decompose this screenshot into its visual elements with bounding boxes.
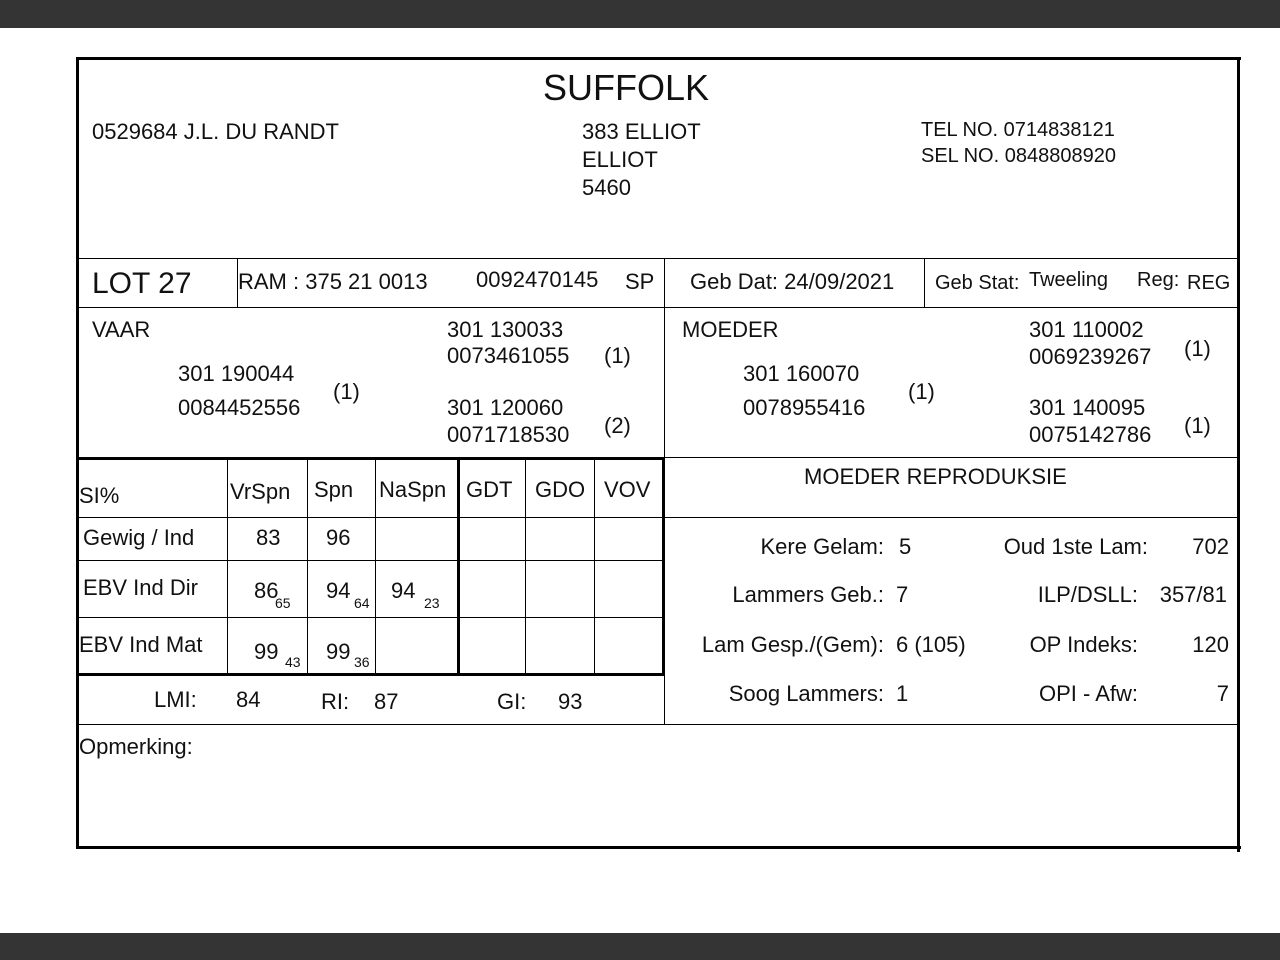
divider bbox=[664, 517, 1237, 518]
registration-label: Reg: bbox=[1137, 269, 1180, 291]
gi-label: GI: bbox=[497, 689, 527, 714]
repro-value: 5 bbox=[899, 534, 912, 559]
table-cell: 94 bbox=[391, 578, 416, 603]
sire-dam-id: 0071718530 bbox=[447, 422, 570, 447]
dam-dam-number: 301 140095 bbox=[1029, 395, 1146, 420]
repro-value: 357/81 bbox=[1159, 582, 1227, 607]
dam-number: 301 160070 bbox=[743, 361, 860, 386]
si-header-cell: GDO bbox=[535, 477, 586, 502]
table-cell: 83 bbox=[256, 525, 281, 550]
breeder-sel: SEL NO. 0848808920 bbox=[921, 145, 1116, 167]
birth-status-label: Geb Stat: bbox=[935, 272, 1020, 294]
sire-sire-number: 301 130033 bbox=[447, 317, 564, 342]
moeder-label: MOEDER bbox=[682, 317, 779, 342]
divider bbox=[664, 457, 1237, 458]
bottom-border-band bbox=[0, 933, 1280, 960]
repro-label: Oud 1ste Lam: bbox=[1003, 534, 1148, 559]
si-header-cell: VOV bbox=[604, 477, 651, 502]
table-cell: 94 bbox=[326, 578, 351, 603]
birth-status-value: Tweeling bbox=[1029, 269, 1108, 291]
repro-value: 702 bbox=[1192, 534, 1229, 559]
divider bbox=[79, 724, 1237, 725]
breeder-address-line: ELLIOT bbox=[582, 147, 658, 172]
repro-label: Lammers Geb.: bbox=[732, 582, 884, 607]
dam-sire-id: 0069239267 bbox=[1029, 344, 1152, 369]
table-cell: 96 bbox=[326, 525, 351, 550]
divider bbox=[79, 307, 1237, 308]
repro-label: ILP/DSLL: bbox=[1037, 582, 1138, 607]
dam-dam-code: (1) bbox=[1184, 413, 1211, 438]
divider bbox=[457, 458, 460, 675]
divider bbox=[79, 560, 664, 561]
si-header-cell: Spn bbox=[314, 477, 354, 502]
sire-id: 0084452556 bbox=[178, 395, 301, 420]
breeder-address-line: 5460 bbox=[582, 175, 631, 200]
divider bbox=[79, 258, 1237, 259]
card-border-bottom bbox=[76, 846, 1241, 849]
table-cell: 99 bbox=[326, 639, 351, 664]
card-border-left bbox=[76, 57, 79, 849]
sire-dam-number: 301 120060 bbox=[447, 395, 564, 420]
dam-id: 0078955416 bbox=[743, 395, 866, 420]
remarks-label: Opmerking: bbox=[79, 734, 193, 759]
dam-code: (1) bbox=[908, 379, 935, 404]
accuracy-subscript: 43 bbox=[285, 654, 301, 670]
divider bbox=[79, 617, 664, 618]
breeder-address-line: 383 ELLIOT bbox=[582, 119, 701, 144]
lot-number: LOT 27 bbox=[92, 267, 192, 300]
divider bbox=[79, 457, 664, 460]
sire-dam-code: (2) bbox=[604, 413, 631, 438]
repro-label: Lam Gesp./(Gem): bbox=[701, 632, 884, 657]
vaar-label: VAAR bbox=[92, 317, 151, 342]
divider bbox=[307, 458, 308, 675]
repro-label: OPI - Afw: bbox=[1038, 681, 1138, 706]
birth-date: Geb Dat: 24/09/2021 bbox=[690, 269, 895, 294]
repro-label: Kere Gelam: bbox=[760, 534, 884, 559]
divider bbox=[525, 458, 526, 675]
lmi-value: 84 bbox=[236, 687, 261, 712]
accuracy-subscript: 36 bbox=[354, 654, 370, 670]
sire-number: 301 190044 bbox=[178, 361, 295, 386]
repro-value: 6 (105) bbox=[896, 632, 966, 657]
divider bbox=[662, 458, 665, 675]
ri-value: 87 bbox=[374, 689, 399, 714]
row-label: EBV Ind Dir bbox=[83, 575, 198, 600]
repro-value: 7 bbox=[1216, 681, 1229, 706]
sire-sire-code: (1) bbox=[604, 343, 631, 368]
breed-title: SUFFOLK bbox=[543, 67, 710, 108]
repro-value: 1 bbox=[896, 681, 909, 706]
repro-label: OP Indeks: bbox=[1029, 632, 1138, 657]
card-border-right bbox=[1237, 57, 1240, 852]
si-header-cell: GDT bbox=[466, 477, 513, 502]
sire-code: (1) bbox=[333, 379, 360, 404]
dam-dam-id: 0075142786 bbox=[1029, 422, 1152, 447]
repro-label: Soog Lammers: bbox=[728, 681, 884, 706]
accuracy-subscript: 23 bbox=[424, 595, 440, 611]
card-border-top bbox=[76, 57, 1241, 60]
accuracy-subscript: 64 bbox=[354, 595, 370, 611]
divider bbox=[594, 458, 595, 675]
lmi-label: LMI: bbox=[154, 687, 197, 712]
si-header-cell: VrSpn bbox=[230, 479, 291, 504]
repro-value: 7 bbox=[896, 582, 909, 607]
si-header-cell: NaSpn bbox=[379, 477, 447, 502]
ram-id: 0092470145 bbox=[476, 267, 599, 292]
si-corner-label: SI% bbox=[79, 483, 120, 508]
divider bbox=[375, 458, 376, 675]
divider bbox=[227, 458, 228, 675]
table-cell: 99 bbox=[254, 639, 279, 664]
dam-sire-number: 301 110002 bbox=[1029, 317, 1144, 342]
row-label: EBV Ind Mat bbox=[79, 632, 203, 657]
breeder-name: 0529684 J.L. DU RANDT bbox=[92, 119, 339, 144]
divider bbox=[924, 258, 925, 308]
repro-title: MOEDER REPRODUKSIE bbox=[804, 464, 1067, 489]
divider bbox=[79, 673, 664, 676]
accuracy-subscript: 65 bbox=[275, 595, 291, 611]
table-cell: 86 bbox=[254, 578, 279, 603]
sire-sire-id: 0073461055 bbox=[447, 343, 570, 368]
gi-value: 93 bbox=[558, 689, 583, 714]
top-border-band bbox=[0, 0, 1280, 28]
ram-number: RAM : 375 21 0013 bbox=[238, 269, 428, 294]
dam-sire-code: (1) bbox=[1184, 336, 1211, 361]
breeder-tel: TEL NO. 0714838121 bbox=[921, 119, 1115, 141]
row-label: Gewig / Ind bbox=[83, 525, 195, 550]
ri-label: RI: bbox=[321, 689, 350, 714]
repro-value: 120 bbox=[1192, 632, 1229, 657]
ram-code: SP bbox=[625, 269, 655, 294]
divider bbox=[79, 517, 664, 518]
registration-value: REG bbox=[1187, 272, 1231, 294]
